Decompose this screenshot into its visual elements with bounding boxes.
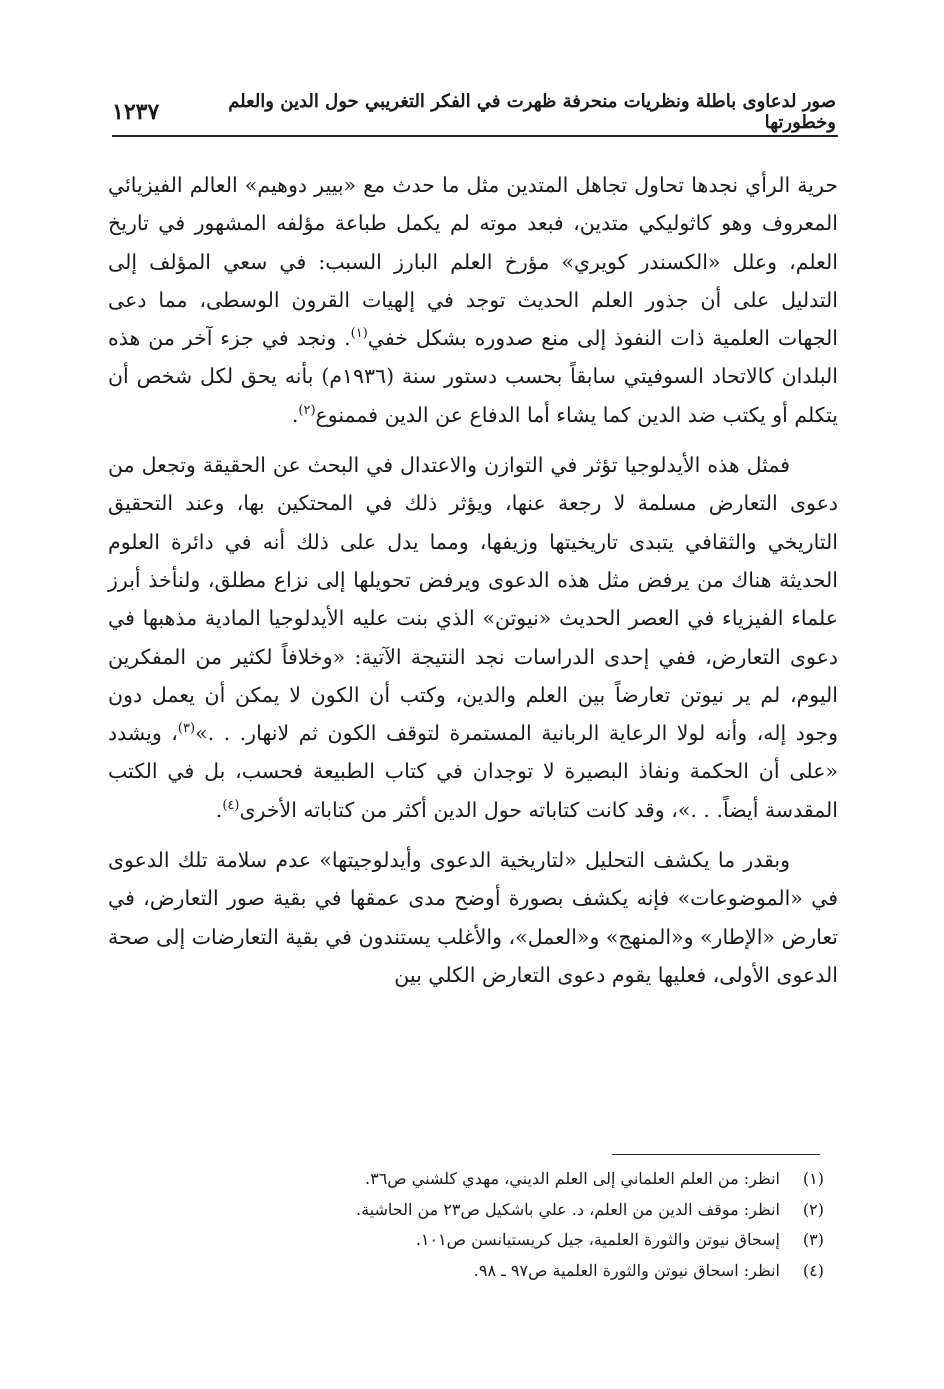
footnotes	[108, 1164, 824, 1286]
footnote-number: (٢)	[802, 1199, 824, 1219]
footnote-ref-4[interactable]: (٤)	[222, 797, 240, 813]
footnote-item	[108, 1225, 824, 1256]
footnote-text: إسحاق نيوتن والثورة العلمية، جيل كريستيانسن ص١٠١.	[415, 1230, 780, 1249]
footnote-separator	[612, 1154, 820, 1155]
footnote-item	[108, 1256, 824, 1287]
paragraph-text: . ونجد في جزء آخر من هذه البلدان كالاتحاد السوفيتي سابقاً بحسب دستور سنة (١٩٣٦م) بأنه يحق لكل شخص أن يتكلم أو يكتب ضد الدين كما يشاء أما الدفاع عن الدين فممنوع	[108, 326, 838, 427]
footnote-text: انظر: اسحاق نيوتن والثورة العلمية ص٩٧ ـ ٩٨.	[473, 1260, 780, 1280]
paragraph-3	[108, 841, 838, 994]
header-rule	[112, 135, 838, 137]
page-number: ١٢٣٧	[112, 99, 160, 125]
paragraph-text: وبقدر ما يكشف التحليل «لتاريخية الدعوى وأيدلوجيتها» عدم سلامة تلك الدعوى في «الموضوعات» فإنه يكشف بصورة أوضح مدى عمقها في بقية صور التعارض، في تعارض «الإطار» و«المنهج» و«العمل»، والأغلب يستندون في بقية التعارضات إلى صحة الدعوى الأولى، فعليها يقوم دعوى التعارض الكلي بين	[108, 848, 838, 987]
footnote-number: (٤)	[802, 1260, 824, 1280]
footnote-item	[108, 1164, 824, 1195]
footnote-item	[108, 1195, 824, 1226]
running-header	[112, 92, 836, 132]
footnote-ref-1[interactable]: (١)	[350, 326, 368, 342]
footnote-text: انظر: موقف الدين من العلم، د. علي باشكيل ص٢٣ من الحاشية.	[355, 1199, 780, 1219]
paragraph-text: ، ويشدد «على أن الحكمة ونفاذ البصيرة لا توجدان في كتاب الطبيعة فحسب، بل في الكتب المقدسة أيضاً. . .»، وقد كانت كتاباته حول الدين أكثر من كتاباته الأخرى	[108, 721, 838, 822]
footnote-text: انظر: من العلم العلماني إلى العلم الديني، مهدي كلشني ص٣٦.	[365, 1169, 780, 1188]
footnote-number: (٣)	[802, 1230, 824, 1249]
paragraph-1	[108, 166, 838, 434]
footnote-ref-2[interactable]: (٢)	[298, 402, 316, 418]
footnote-ref-3[interactable]: (٣)	[177, 721, 196, 737]
paragraph-text: فمثل هذه الأيدلوجيا تؤثر في التوازن والاعتدال في البحث عن الحقيقة وتجعل من دعوى التعارض مسلمة لا رجعة عنها، ويؤثر ذلك في المحتكين بها، وعند التحقيق التاريخي والثقافي يتبدى تاريخيتها وزيفها، ومما يدل على ذلك أنه في دائرة العلوم الحديثة هناك من يرفض مثل هذه الدعوى ويرفض تحويلها إلى نزاع مطلق، ولنأخذ أبرز علماء الفيزياء في العصر الحديث «نيوتن» الذي بنت عليه الأيدلوجيا المادية مذهبها في دعوى التعارض، ففي إحدى الدراسات نجد النتيجة الآتية: «وخلافاً لكثير من المفكرين اليوم، لم ير نيوتن تعارضاً بين العلم والدين، وكتب أن الكون لا يمكن أن يعمل دون وجود إله، وأنه لولا الرعاية الربانية المستمرة لتوقف الكون ثم لانهار. . .»	[108, 453, 838, 746]
paragraph-text: حرية الرأي نجدها تحاول تجاهل المتدين مثل ما حدث مع «بيير دوهيم» العالم الفيزيائي المعروف وهو كاثوليكي متدين، فبعد موته لم يكمل طباعة مؤلفه المشهور في تاريخ العلم، وعلل «الكسندر كويري» مؤرخ العلم البارز السبب: في سعي المؤلف إلى التدليل على أن جذور العلم الحديث توجد في إلهيات القرون الوسطى، مما دعى الجهات العلمية ذات النفوذ إلى منع صدوره بشكل خفي	[108, 173, 838, 351]
paragraph-text: .	[291, 402, 299, 427]
body-text	[108, 166, 838, 994]
paragraph-text: .	[215, 797, 223, 822]
running-header-title: صور لدعاوى باطلة ونظريات منحرفة ظهرت في الفكر التغريبي حول الدين والعلم وخطورتها	[228, 91, 836, 133]
paragraph-2	[108, 446, 838, 829]
footnote-number: (١)	[802, 1169, 824, 1188]
